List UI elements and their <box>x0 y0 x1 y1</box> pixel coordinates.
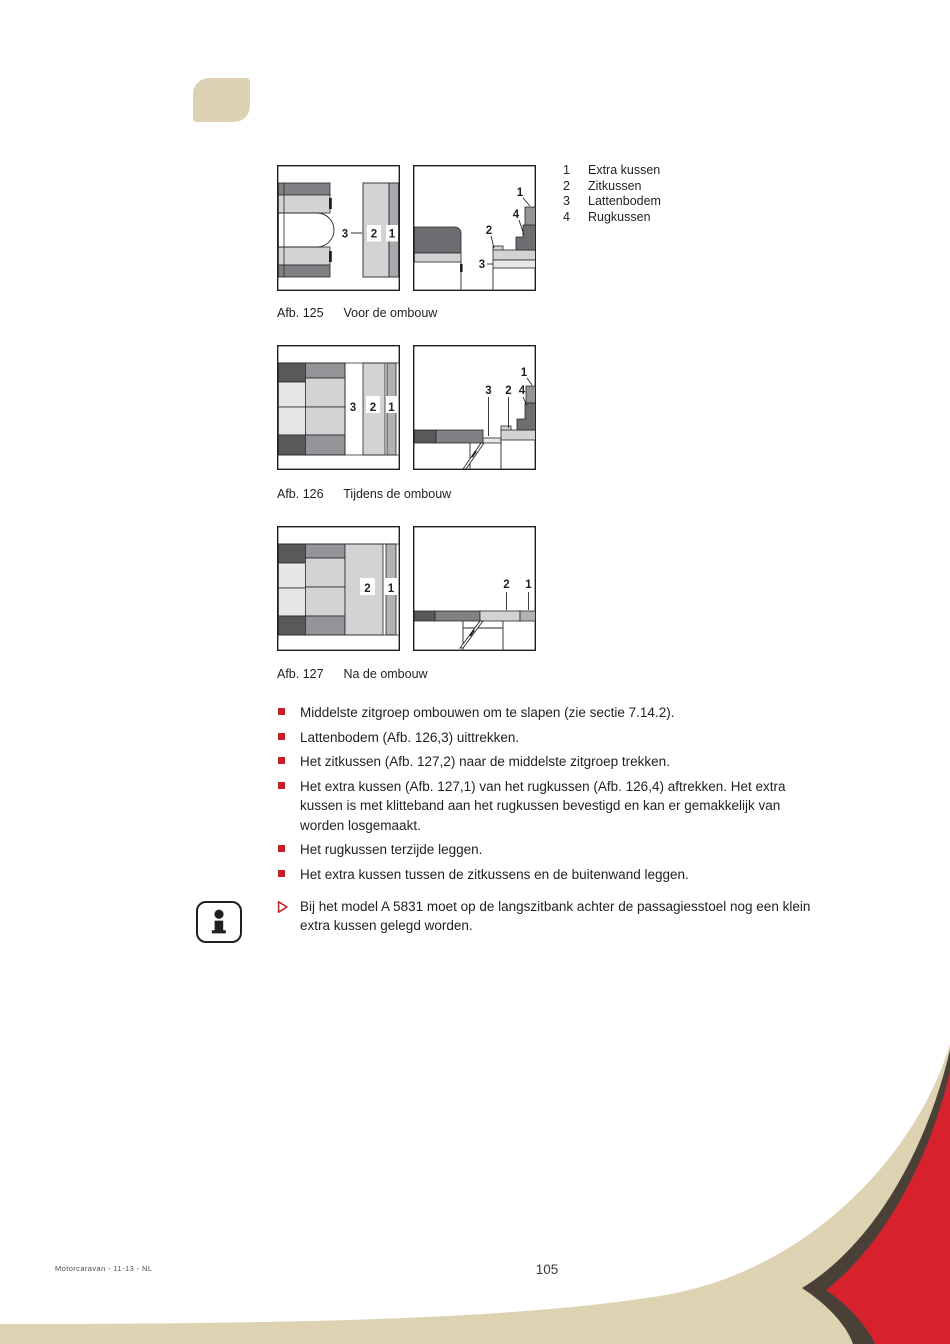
figure-label: 2 <box>370 228 378 241</box>
legend-item: 4 Rugkussen <box>563 209 651 224</box>
instruction-item: Het extra kussen (Afb. 127,1) van het rugkussen (Afb. 126,4) aftrekken. Het extra kussen is met klitteband aan het rugkussen bevestigd en kan er gemakkelijk van worden losgemaakt. <box>277 777 823 835</box>
figure-label: 2 <box>503 579 510 591</box>
legend-item: 3 Lattenbodem <box>563 194 661 209</box>
figure-title: Tijdens de ombouw <box>343 487 452 501</box>
figure-label: 1 <box>520 367 528 379</box>
footer-document-id: Motorcaravan - 11-13 - NL <box>55 1264 153 1273</box>
figure-number: Afb. 127 <box>277 667 324 681</box>
figure-title: Voor de ombouw <box>343 306 438 320</box>
figure-label: 1 <box>388 228 396 241</box>
figure-title: Na de ombouw <box>343 667 428 681</box>
instruction-item: Middelste zitgroep ombouwen om te slapen (zie sectie 7.14.2). <box>277 703 823 722</box>
figure-label: 1 <box>525 579 532 591</box>
legend-item: 2 Zitkussen <box>563 178 642 193</box>
figure-label: 2 <box>505 385 512 397</box>
figure-label: 3 <box>478 259 486 271</box>
corner-swoosh-beige <box>0 1044 950 1344</box>
figure-label: 1 <box>388 402 395 414</box>
note-text: Bij het model A 5831 moet op de langszitbank achter de passagiesstoel nog een klein extra kussen gelegd worden. <box>300 899 811 934</box>
figure-label: 3 <box>485 385 492 397</box>
legend-item: 1 Extra kussen <box>563 163 661 177</box>
figure-label: 3 <box>341 228 349 241</box>
figure-label: 1 <box>516 187 524 199</box>
figure-label: 4 <box>512 209 520 221</box>
instruction-item: Het rugkussen terzijde leggen. <box>277 840 823 859</box>
figure-label: 2 <box>364 583 371 595</box>
instruction-item: Lattenbodem (Afb. 126,3) uittrekken. <box>277 728 823 747</box>
figure-label: 4 <box>518 385 526 397</box>
figure-number: Afb. 126 <box>277 487 324 501</box>
figure-label: 2 <box>369 402 377 414</box>
instruction-item: Het zitkussen (Afb. 127,2) naar de middelste zitgroep trekken. <box>277 752 823 771</box>
figure-number: Afb. 125 <box>277 306 324 320</box>
instruction-item: Het extra kussen tussen de zitkussens en de buitenwand leggen. <box>277 865 823 884</box>
figure-label: 3 <box>349 402 357 414</box>
page-number: 105 <box>535 1262 559 1277</box>
figure-label: 1 <box>387 583 395 595</box>
figure-label: 2 <box>485 225 493 237</box>
